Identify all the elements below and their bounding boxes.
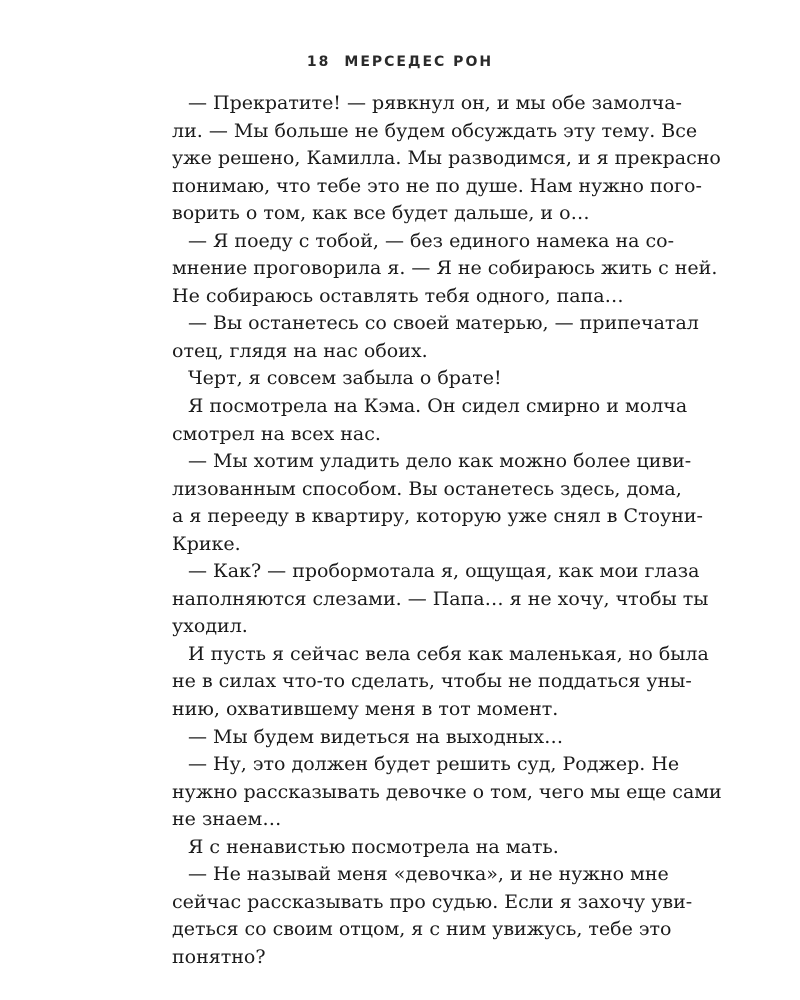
text-line: Я посмотрела на Кэма. Он сидел смирно и молча — [188, 395, 688, 418]
text-line: лизованным способом. Вы останетесь здесь, дома, — [172, 477, 682, 500]
text-line: Не собираюсь оставлять тебя одного, папа… — [172, 284, 624, 307]
text-line: деться со своим отцом, я с ним увижусь, тебе это — [172, 918, 672, 941]
text-line: понятно? — [172, 945, 266, 968]
text-line: наполняются слезами. — Папа… я не хочу, чтобы ты — [172, 587, 709, 610]
text-line: — Как? — пробормотала я, ощущая, как мои глаза — [188, 560, 700, 583]
text-line: не в силах что-то сделать, чтобы не поддаться уны- — [172, 670, 692, 693]
author-name: МЕРСЕДЕС РОН — [344, 54, 494, 70]
running-header — [0, 54, 800, 70]
text-line: — Прекратите! — рявкнул он, и мы обе замолча- — [188, 92, 682, 114]
text-line: уходил. — [172, 615, 248, 638]
text-line: мнение проговорила я. — Я не собираюсь жить с ней. — [172, 257, 718, 280]
page-number: 18 — [306, 54, 331, 70]
text-line: И пусть я сейчас вела себя как маленькая, но была — [188, 642, 709, 665]
text-line: Черт, я совсем забыла о брате! — [188, 367, 502, 390]
text-line: отец, глядя на нас обоих. — [172, 339, 428, 362]
text-line: а я перееду в квартиру, которую уже снял в Стоуни- — [172, 505, 703, 528]
text-line: Я с ненавистью посмотрела на мать. — [188, 835, 559, 858]
text-line: сейчас рассказывать про судью. Если я захочу уви- — [172, 890, 693, 913]
text-line: понимаю, что тебе это не по душе. Нам нужно пого- — [172, 174, 702, 197]
text-line: — Не называй меня «девочка», и не нужно мне — [188, 863, 669, 886]
text-line: ли. — Мы больше не будем обсуждать эту тему. Все — [172, 119, 698, 142]
text-line: — Вы останетесь со своей матерью, — припечатал — [188, 312, 699, 335]
text-line: — Мы будем видеться на выходных… — [188, 725, 564, 748]
text-line: не знаем… — [172, 808, 282, 831]
text-line: — Мы хотим уладить дело как можно более циви- — [188, 450, 692, 473]
body-text — [172, 90, 722, 972]
text-line: нию, охватившему меня в тот момент. — [172, 698, 559, 721]
text-line: нужно рассказывать девочке о том, чего мы еще сами — [172, 780, 722, 803]
text-line: ворить о том, как все будет дальше, и о… — [172, 202, 590, 225]
text-line: смотрел на всех нас. — [172, 422, 381, 445]
text-line: — Ну, это должен будет решить суд, Роджер. Не — [188, 753, 680, 776]
text-line: уже решено, Камилла. Мы разводимся, и я прекрасно — [172, 147, 721, 170]
text-line: — Я поеду с тобой, — без единого намека на со- — [188, 229, 674, 252]
text-line: Крике. — [172, 532, 241, 555]
